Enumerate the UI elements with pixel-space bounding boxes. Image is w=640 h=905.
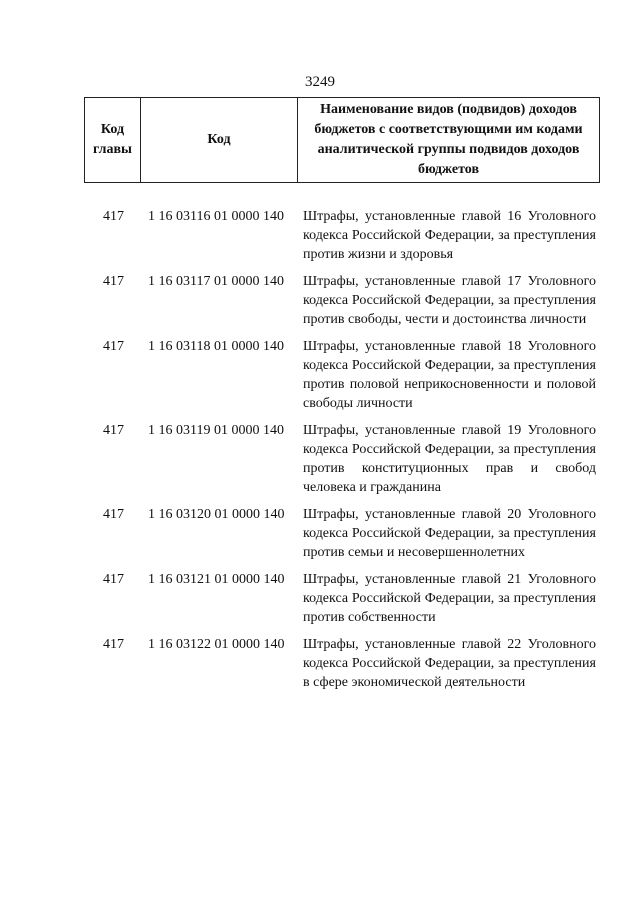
row-code: 1 16 03120 01 0000 140 bbox=[148, 507, 285, 522]
row-chapter-code: 417 bbox=[103, 274, 124, 289]
row-name: Штрафы, установленные главой 21 Уголовного кодекса Российской Федерации, за преступления против собственности bbox=[303, 572, 596, 625]
row-code: 1 16 03119 01 0000 140 bbox=[148, 423, 284, 438]
table-row bbox=[0, 635, 640, 692]
row-name: Штрафы, установленные главой 20 Уголовного кодекса Российской Федерации, за преступления против семьи и несовершеннолетних bbox=[303, 507, 596, 560]
table-row bbox=[0, 272, 640, 329]
table-body bbox=[0, 207, 640, 692]
row-code: 1 16 03117 01 0000 140 bbox=[148, 274, 284, 289]
table-row bbox=[0, 570, 640, 627]
row-chapter-code: 417 bbox=[103, 572, 124, 587]
row-name: Штрафы, установленные главой 19 Уголовного кодекса Российской Федерации, за преступления против конституционных прав и свобод человека и гражданина bbox=[303, 423, 596, 495]
row-name: Штрафы, установленные главой 22 Уголовного кодекса Российской Федерации, за преступления в сфере экономической деятельности bbox=[303, 637, 596, 690]
row-code: 1 16 03116 01 0000 140 bbox=[148, 209, 284, 224]
header-chapter-code: Код главы bbox=[85, 98, 141, 182]
table-header bbox=[84, 97, 600, 183]
row-chapter-code: 417 bbox=[103, 209, 124, 224]
row-name: Штрафы, установленные главой 17 Уголовного кодекса Российской Федерации, за преступления против свободы, чести и достоинства личности bbox=[303, 274, 596, 327]
row-name: Штрафы, установленные главой 18 Уголовного кодекса Российской Федерации, за преступления против половой неприкосновенности и половой свободы личности bbox=[303, 339, 596, 411]
row-code: 1 16 03122 01 0000 140 bbox=[148, 637, 285, 652]
row-chapter-code: 417 bbox=[103, 507, 124, 522]
row-chapter-code: 417 bbox=[103, 423, 124, 438]
header-code: Код bbox=[141, 98, 298, 182]
table-row bbox=[0, 207, 640, 264]
table-row bbox=[0, 421, 640, 497]
row-code: 1 16 03121 01 0000 140 bbox=[148, 572, 285, 587]
row-chapter-code: 417 bbox=[103, 637, 124, 652]
table-row bbox=[0, 337, 640, 413]
page-number: 3249 bbox=[305, 74, 335, 90]
row-code: 1 16 03118 01 0000 140 bbox=[148, 339, 284, 354]
header-name: Наименование видов (подвидов) доходов бюджетов с соответствующими им кодами аналитической группы подвидов доходов бюджетов bbox=[314, 102, 583, 177]
row-name: Штрафы, установленные главой 16 Уголовного кодекса Российской Федерации, за преступления против жизни и здоровья bbox=[303, 209, 596, 262]
row-chapter-code: 417 bbox=[103, 339, 124, 354]
table-row bbox=[0, 505, 640, 562]
